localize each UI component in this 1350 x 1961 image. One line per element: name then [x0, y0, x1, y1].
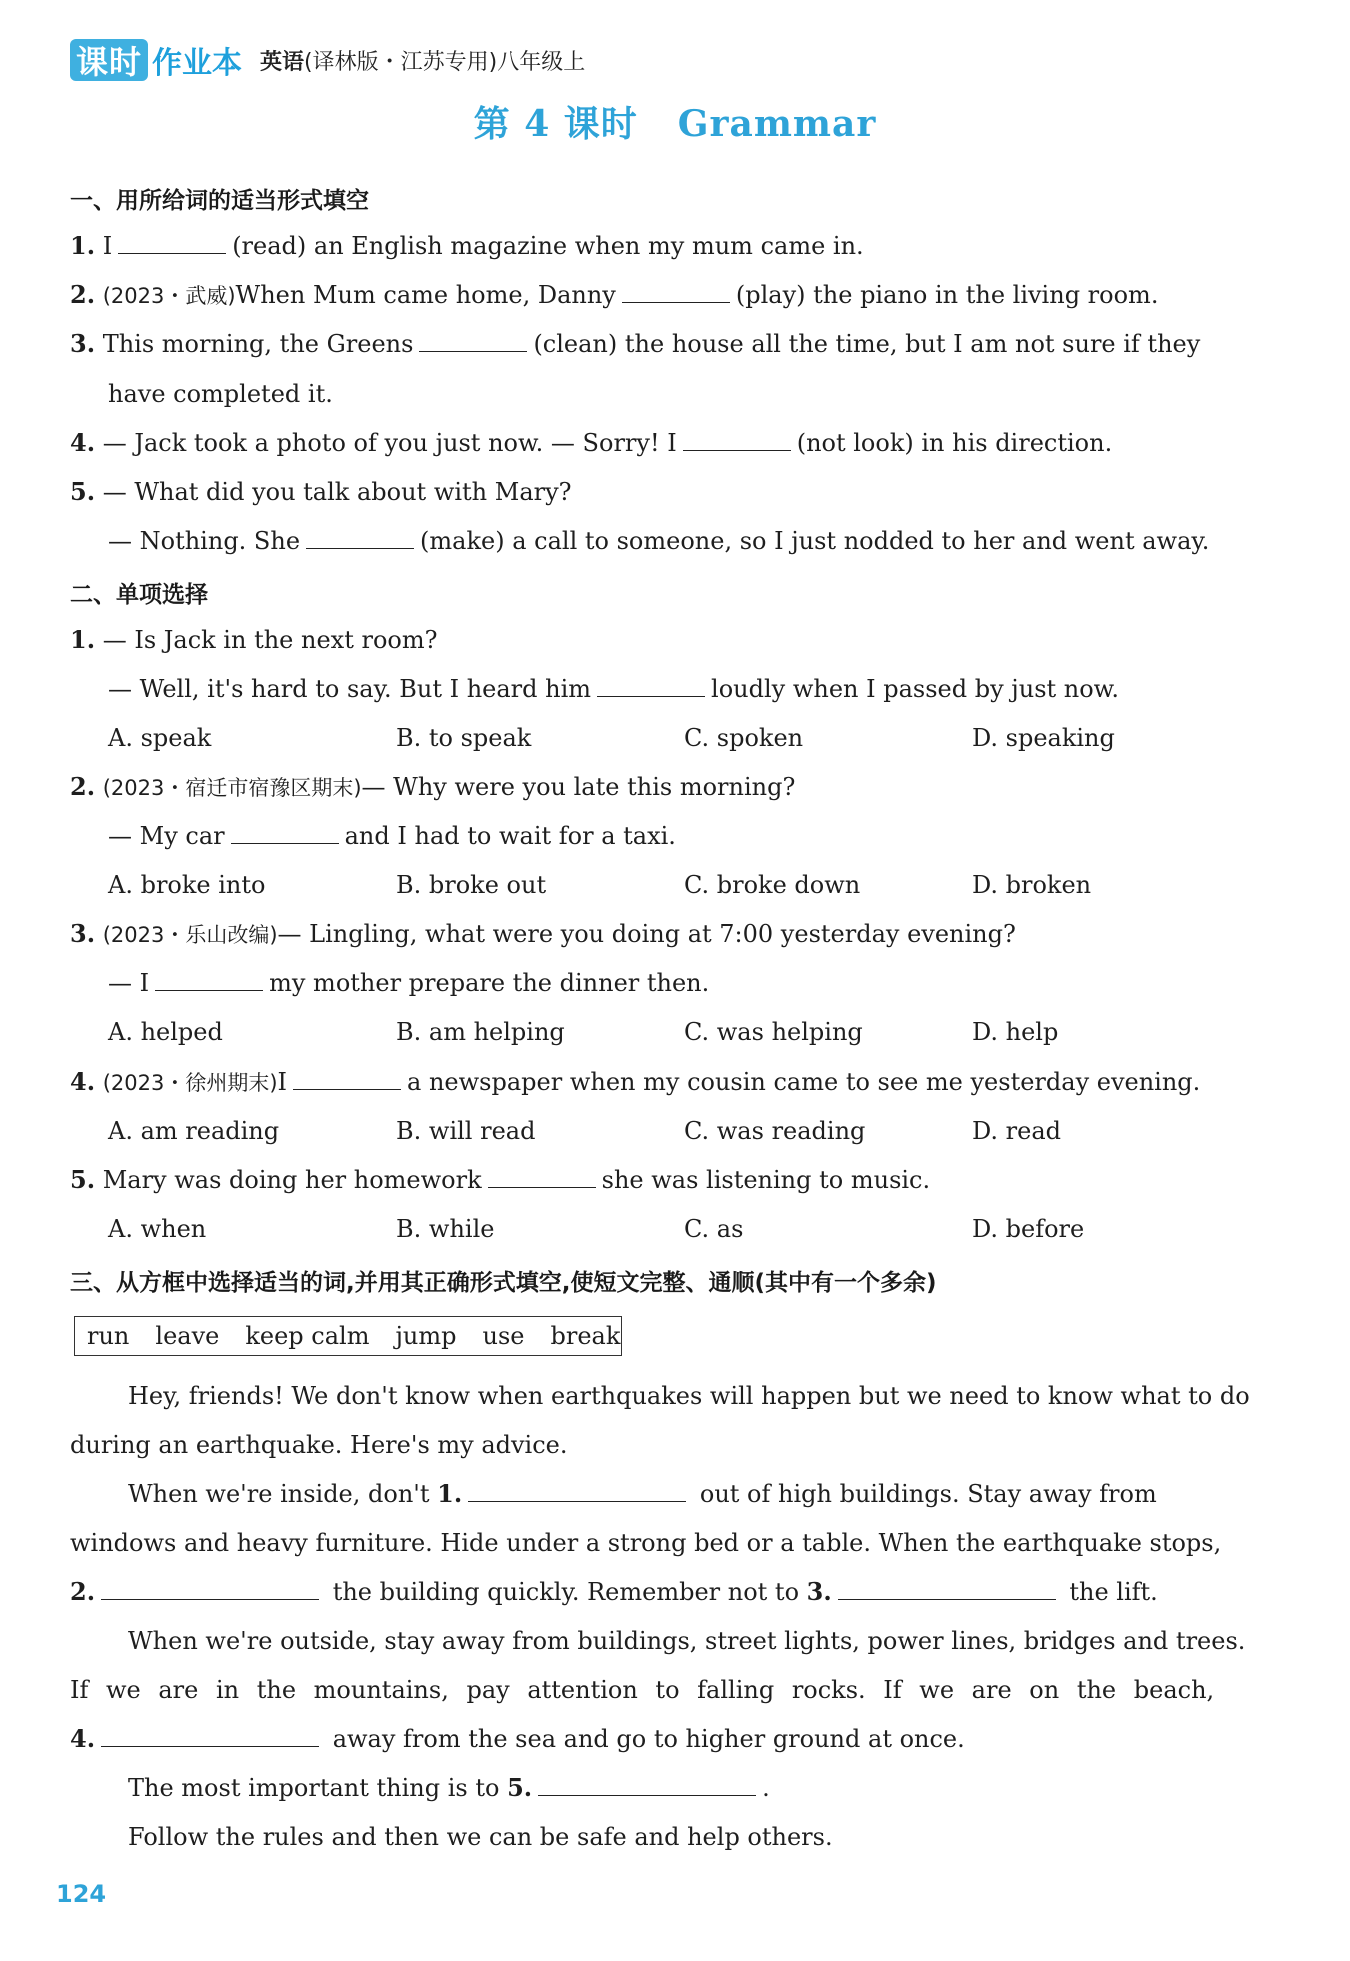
- s2-question-3: 3. (2023・乐山改编)— Lingling, what were you doing at 7:00 yesterday evening?: [70, 919, 1016, 948]
- s2-question-3-options: [108, 1016, 1260, 1048]
- option-b[interactable]: B. broke out: [396, 871, 547, 899]
- s2-question-1: 1. — Is Jack in the next room?: [70, 625, 438, 654]
- s2-question-4-options: [108, 1115, 1260, 1147]
- passage-line: Follow the rules and then we can be safe and help others.: [128, 1823, 833, 1851]
- passage-line: during an earthquake. Here's my advice.: [70, 1431, 568, 1459]
- option-b[interactable]: B. am helping: [396, 1018, 565, 1046]
- passage-line: When we're inside, don't 1. out of high buildings. Stay away from: [128, 1479, 1157, 1508]
- answer-blank[interactable]: [538, 1773, 756, 1796]
- option-d[interactable]: D. broken: [972, 871, 1092, 899]
- answer-blank[interactable]: [231, 821, 339, 844]
- option-a[interactable]: A. broke into: [108, 871, 266, 899]
- answer-blank[interactable]: [683, 428, 791, 451]
- answer-blank[interactable]: [118, 231, 226, 254]
- passage-line: Hey, friends! We don't know when earthquakes will happen but we need to know what to do: [128, 1382, 1250, 1410]
- answer-blank[interactable]: [306, 526, 414, 549]
- option-c[interactable]: C. broke down: [684, 871, 861, 899]
- answer-blank[interactable]: [101, 1577, 319, 1600]
- word-bank-item: use: [482, 1322, 525, 1350]
- s2-question-5-options: [108, 1213, 1260, 1245]
- s2-question-4: 4. (2023・徐州期末)I a newspaper when my cousin came to see me yesterday evening.: [70, 1067, 1201, 1096]
- s2-question-2-line2: — My car and I had to wait for a taxi.: [108, 822, 676, 850]
- answer-blank[interactable]: [488, 1165, 596, 1188]
- option-b[interactable]: B. will read: [396, 1117, 536, 1145]
- lesson-title: 第 4 课时 Grammar: [473, 103, 877, 145]
- option-c[interactable]: C. was helping: [684, 1018, 863, 1046]
- section-3-title: 三、从方框中选择适当的词,并用其正确形式填空,使短文完整、通顺(其中有一个多余): [70, 1270, 937, 1296]
- page-number: 124: [56, 1880, 107, 1908]
- option-b[interactable]: B. to speak: [396, 724, 532, 752]
- answer-blank[interactable]: [597, 674, 705, 697]
- passage-line: The most important thing is to 5. .: [128, 1773, 770, 1802]
- word-bank-item: jump: [395, 1322, 457, 1350]
- option-c[interactable]: C. spoken: [684, 724, 804, 752]
- s1-question-3-cont: have completed it.: [108, 380, 333, 408]
- s2-question-3-line2: — I my mother prepare the dinner then.: [108, 969, 710, 997]
- option-d[interactable]: D. read: [972, 1117, 1061, 1145]
- answer-blank[interactable]: [101, 1724, 319, 1747]
- option-a[interactable]: A. speak: [108, 724, 212, 752]
- word-bank-item: leave: [155, 1322, 220, 1350]
- option-d[interactable]: D. before: [972, 1215, 1085, 1243]
- s2-question-1-options: [108, 722, 1260, 754]
- answer-blank[interactable]: [293, 1067, 401, 1090]
- book-header: [70, 38, 585, 82]
- word-bank-item: keep calm: [245, 1322, 370, 1350]
- word-bank-box: [74, 1316, 622, 1356]
- passage-line: If we are in the mountains, pay attention to falling rocks. If we are on the beach,: [70, 1676, 1215, 1704]
- s1-question-3: 3. This morning, the Greens (clean) the house all the time, but I am not sure if they: [70, 329, 1201, 358]
- s1-question-2: 2. (2023・武威)When Mum came home, Danny (play) the piano in the living room.: [70, 280, 1159, 309]
- option-d[interactable]: D. help: [972, 1018, 1059, 1046]
- answer-blank[interactable]: [155, 968, 263, 991]
- passage-line: windows and heavy furniture. Hide under a strong bed or a table. When the earthquake stops,: [70, 1529, 1222, 1557]
- option-a[interactable]: A. am reading: [108, 1117, 280, 1145]
- answer-blank[interactable]: [468, 1479, 686, 1502]
- passage-line: 2. the building quickly. Remember not to 3. the lift.: [70, 1577, 1158, 1606]
- s1-question-4: 4. — Jack took a photo of you just now. — Sorry! I (not look) in his direction.: [70, 428, 1113, 457]
- option-a[interactable]: A. when: [108, 1215, 207, 1243]
- section-1-title: 一、用所给词的适当形式填空: [70, 188, 369, 214]
- s2-question-2-options: [108, 869, 1260, 901]
- answer-blank[interactable]: [419, 329, 527, 352]
- word-bank-item: run: [87, 1322, 130, 1350]
- word-bank-item: break: [550, 1322, 621, 1350]
- s1-question-5: 5. — What did you talk about with Mary?: [70, 477, 572, 506]
- section-2-title: 二、单项选择: [70, 582, 208, 608]
- book-subtitle: 英语(译林版・江苏专用)八年级上: [260, 49, 586, 75]
- passage-line: When we're outside, stay away from buildings, street lights, power lines, bridges and trees.: [128, 1627, 1246, 1655]
- s2-question-5: 5. Mary was doing her homework she was listening to music.: [70, 1165, 931, 1194]
- answer-blank[interactable]: [622, 280, 730, 303]
- book-logo-tail: 作业本: [152, 46, 243, 81]
- s1-question-1: 1. I (read) an English magazine when my mum came in.: [70, 231, 864, 260]
- option-c[interactable]: C. was reading: [684, 1117, 866, 1145]
- passage-line: 4. away from the sea and go to higher ground at once.: [70, 1724, 965, 1753]
- option-c[interactable]: C. as: [684, 1215, 744, 1243]
- s2-question-1-line2: — Well, it's hard to say. But I heard him loudly when I passed by just now.: [108, 675, 1120, 703]
- book-logo: 课时: [70, 39, 148, 81]
- s2-question-2: 2. (2023・宿迁市宿豫区期末)— Why were you late this morning?: [70, 772, 796, 801]
- option-d[interactable]: D. speaking: [972, 724, 1115, 752]
- answer-blank[interactable]: [838, 1577, 1056, 1600]
- s1-question-5-answer-line: — Nothing. She (make) a call to someone, so I just nodded to her and went away.: [108, 527, 1210, 555]
- option-b[interactable]: B. while: [396, 1215, 495, 1243]
- option-a[interactable]: A. helped: [108, 1018, 223, 1046]
